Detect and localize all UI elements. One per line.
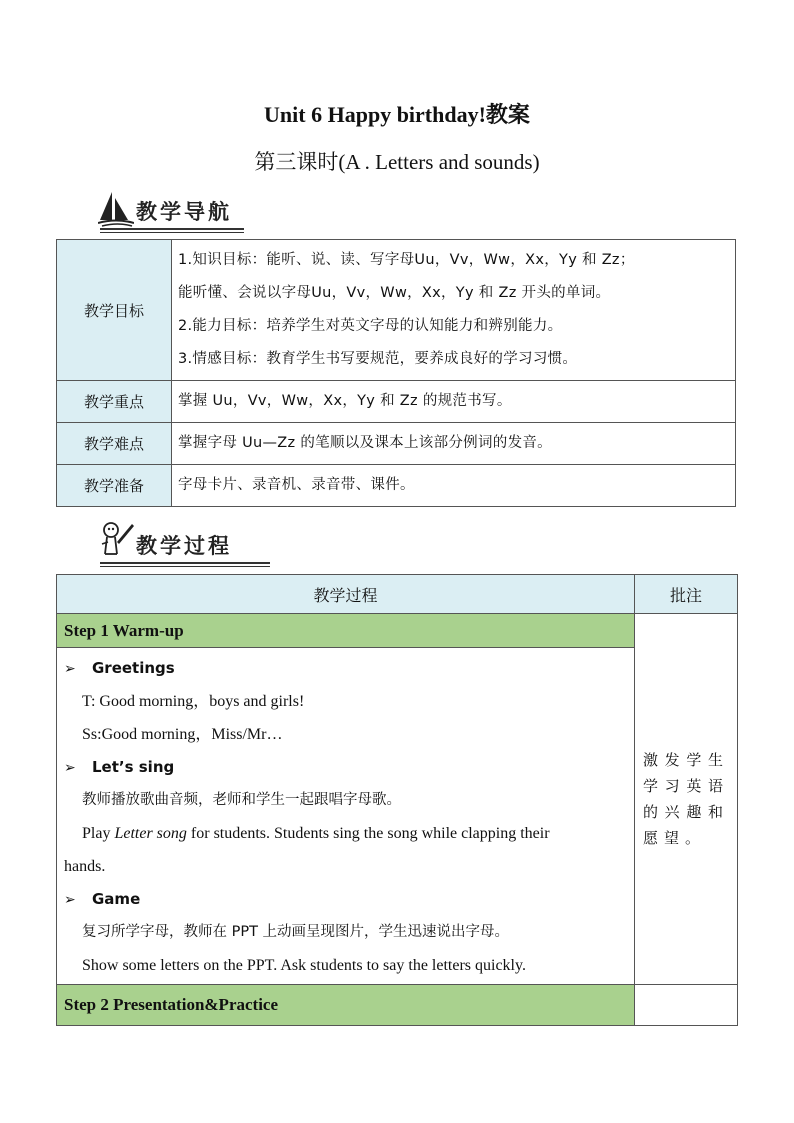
document-subtitle: 第三课时(A . Letters and sounds) xyxy=(254,150,540,174)
arrow-bullet-icon: ➢ xyxy=(64,760,76,776)
note-cell-empty xyxy=(635,985,738,1026)
content-line: 能听懂、会说以字母Uu，Vv，Ww，Xx，Yy 和 Zz 开头的单词。 xyxy=(178,285,611,301)
bullet-heading: ➢ Game xyxy=(64,883,627,916)
content-line: Play Letter song for students. Students sing the song while clapping their xyxy=(82,825,550,842)
teaching-process-table xyxy=(56,574,738,1026)
table-row xyxy=(57,985,738,1026)
content-line: 1.知识目标：能听、说、读、写字母Uu，Vv，Ww，Xx，Yy 和 Zz； xyxy=(178,252,635,268)
content-line: Show some letters on the PPT. Ask students to say the letters quickly. xyxy=(82,957,526,974)
content-line: 教师播放歌曲音频，老师和学生一起跟唱字母歌。 xyxy=(82,792,401,808)
song-title: Letter song xyxy=(114,825,187,842)
row-header: 教学重点 xyxy=(57,381,172,423)
content-line: Ss:Good morning，Miss/Mr… xyxy=(82,726,283,743)
section-header-teaching-process xyxy=(92,522,270,566)
content-line: 字母卡片、录音机、录音带、课件。 xyxy=(178,477,415,493)
row-header: 教学难点 xyxy=(57,423,172,465)
step-content xyxy=(57,648,635,985)
table-row xyxy=(57,240,736,381)
table-row xyxy=(57,614,738,648)
step-title: Step 1 Warm-up xyxy=(57,614,635,648)
arrow-bullet-icon: ➢ xyxy=(64,661,76,677)
content-line: 2.能力目标：培养学生对英文字母的认知能力和辨别能力。 xyxy=(178,318,563,334)
content-line: 掌握 Uu，Vv，Ww，Xx，Yy 和 Zz 的规范书写。 xyxy=(178,393,512,409)
bullet-heading: ➢ Greetings xyxy=(64,652,627,685)
row-content xyxy=(172,423,736,465)
section-label: 教学过程 xyxy=(136,534,232,558)
content-line: 掌握字母 Uu—Zz 的笔顺以及课本上该部分例词的发音。 xyxy=(178,435,552,451)
document-title: Unit 6 Happy birthday!教案 xyxy=(264,102,530,127)
content-line: T: Good morning，boys and girls! xyxy=(82,693,305,710)
section-label: 教学导航 xyxy=(136,200,232,224)
note-cell: 激发学生学习英语的兴趣和愿望。 xyxy=(635,614,738,985)
row-header: 教学目标 xyxy=(57,240,172,381)
section-header-teaching-navigation xyxy=(92,188,244,232)
content-line: hands. xyxy=(64,858,106,875)
column-header-notes: 批注 xyxy=(635,575,738,614)
sailboat-icon xyxy=(98,190,134,228)
table-row xyxy=(57,381,736,423)
row-header: 教学准备 xyxy=(57,465,172,507)
table-row xyxy=(57,465,736,507)
content-line: 3.情感目标：教育学生书写要规范，要养成良好的学习习惯。 xyxy=(178,351,578,367)
row-content xyxy=(172,465,736,507)
pencil-character-icon xyxy=(98,520,136,562)
table-row xyxy=(57,423,736,465)
step-title: Step 2 Presentation&Practice xyxy=(57,985,635,1026)
teaching-navigation-table xyxy=(56,239,736,507)
table-header-row xyxy=(57,575,738,614)
row-content xyxy=(172,381,736,423)
content-line: 复习所学字母，教师在 PPT 上动画呈现图片，学生迅速说出字母。 xyxy=(82,924,510,940)
arrow-bullet-icon: ➢ xyxy=(64,892,76,908)
column-header-process: 教学过程 xyxy=(57,575,635,614)
bullet-heading: ➢ Let’s sing xyxy=(64,751,627,784)
row-content xyxy=(172,240,736,381)
